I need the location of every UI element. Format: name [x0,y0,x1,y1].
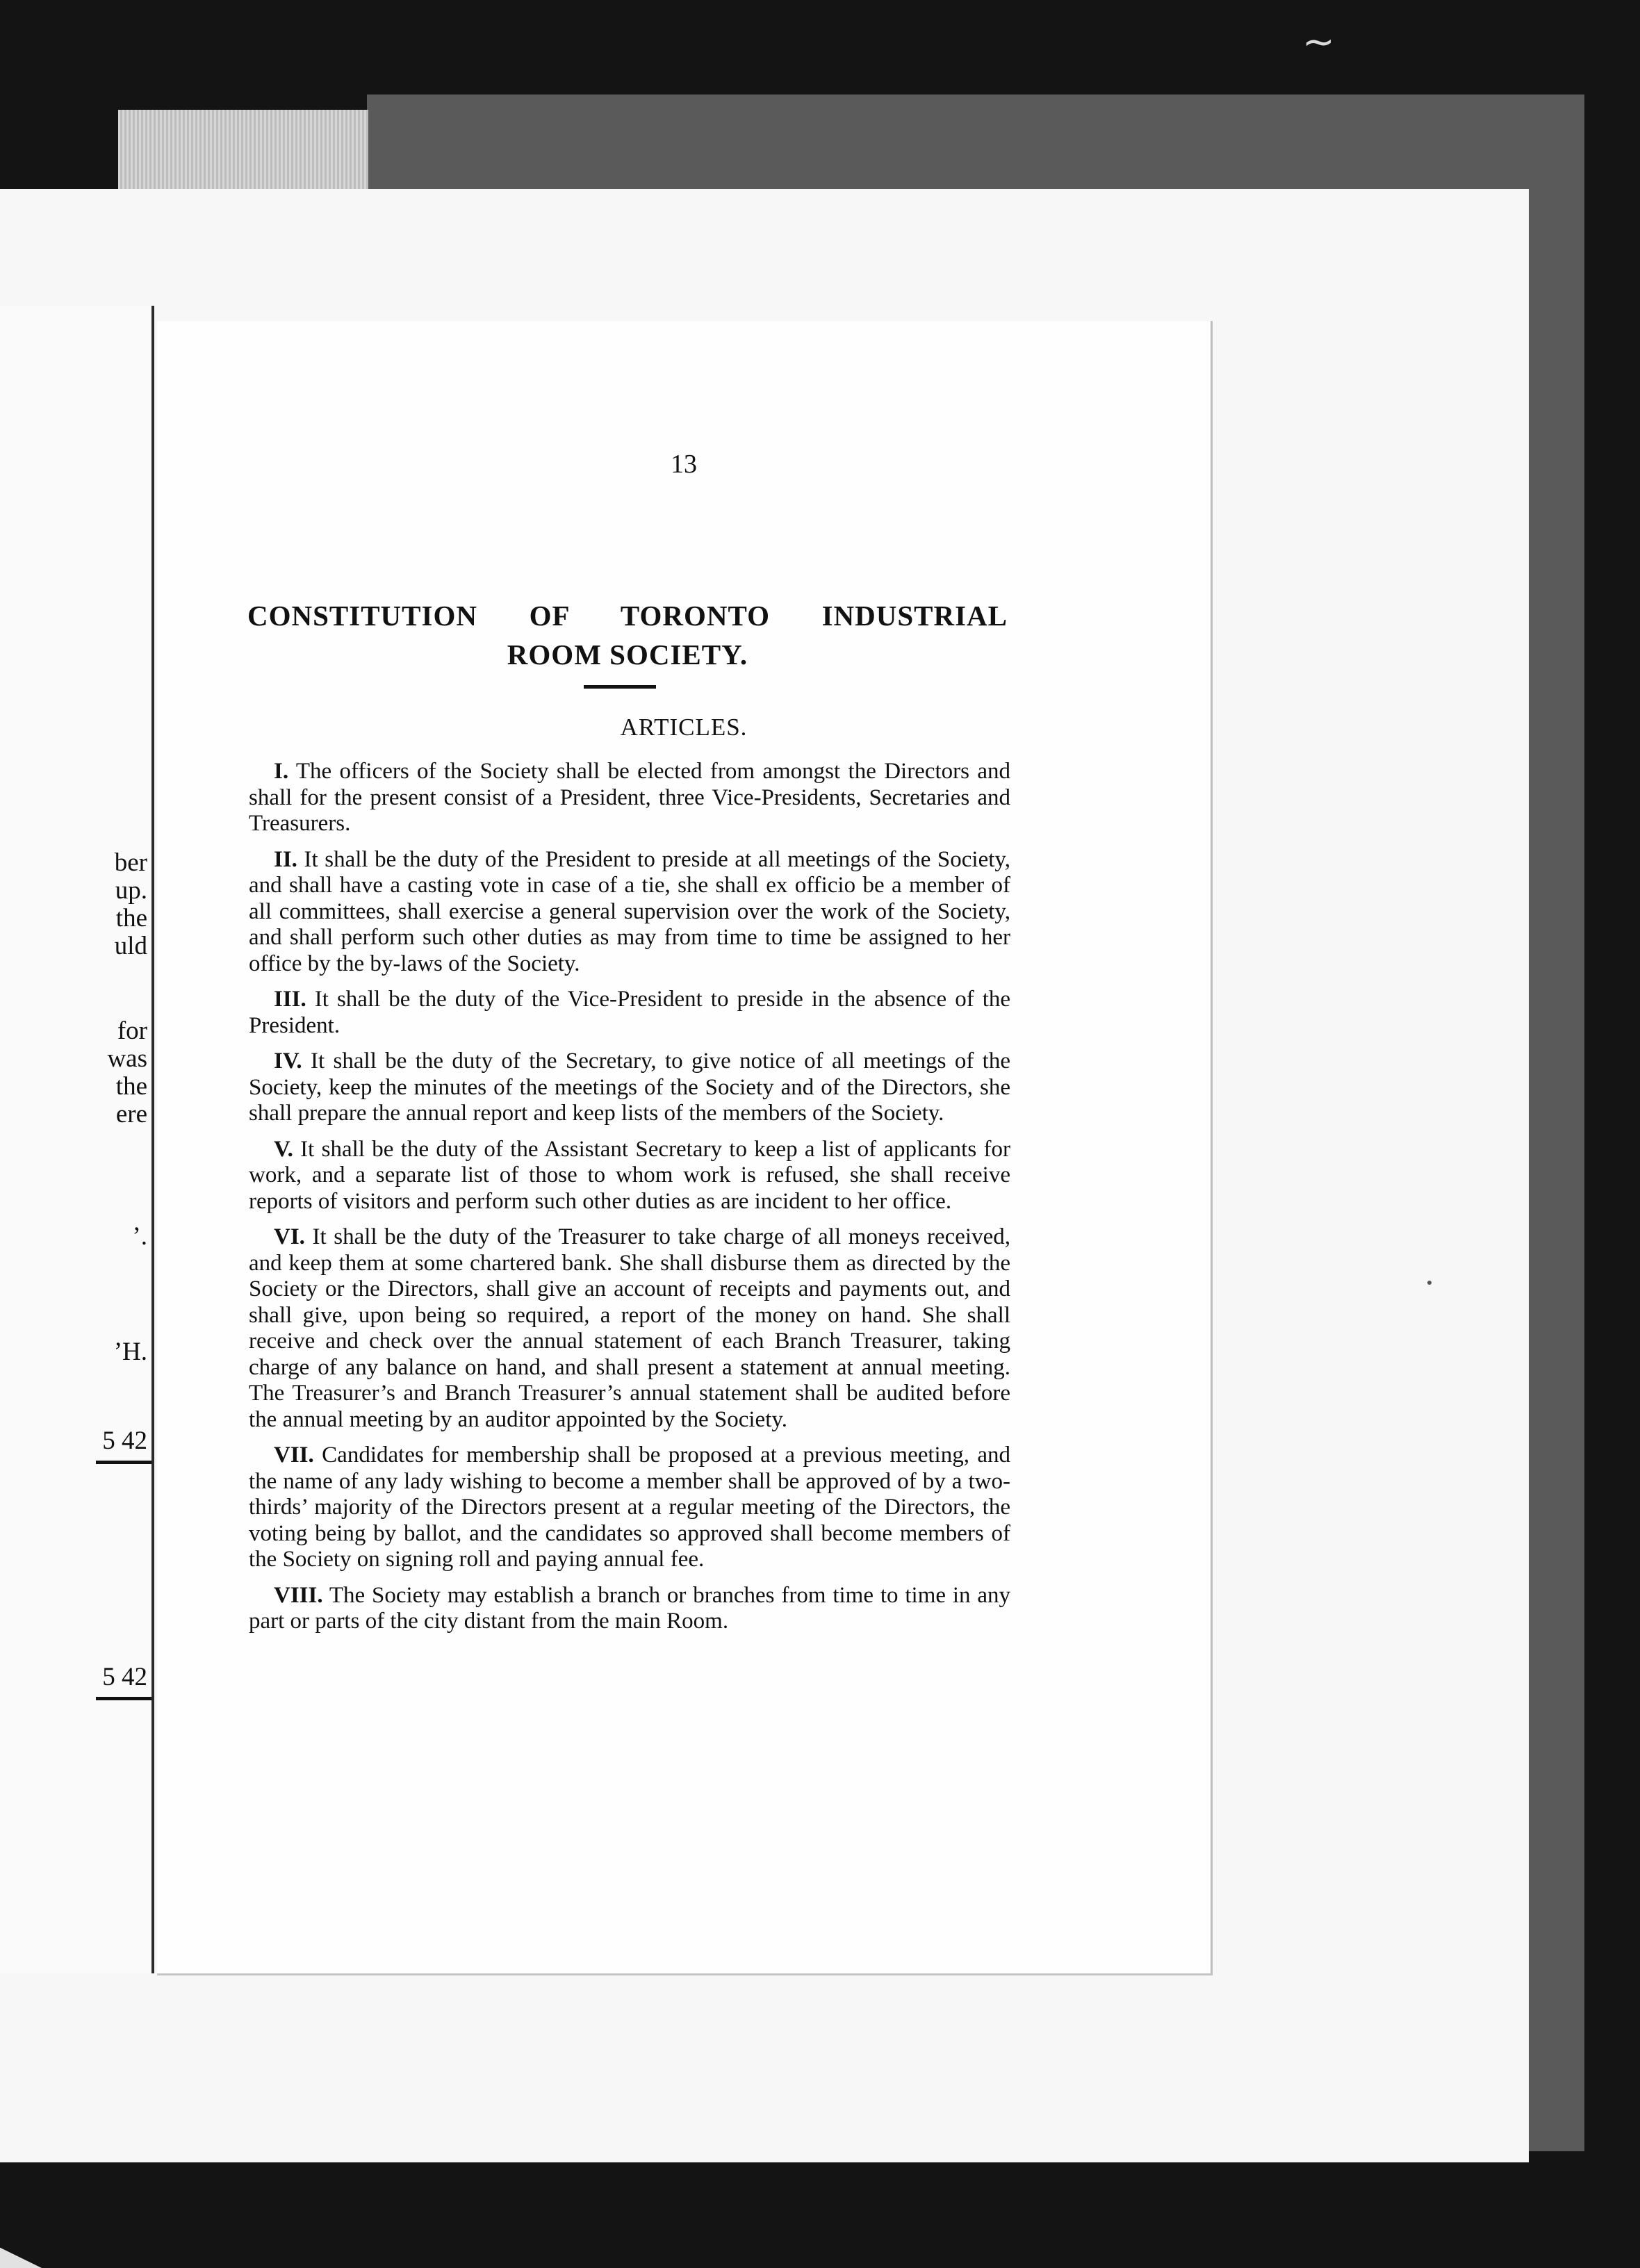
left-page-fragment: up. [115,876,147,905]
left-page-fragment: the [115,1072,147,1101]
left-page-rule [96,1461,151,1464]
left-page-fragment: for [117,1017,147,1045]
left-page-fragment: ’H. [113,1338,147,1366]
left-page-fragment: ’. [132,1222,147,1251]
title-word: TORONTO [620,600,770,632]
article-1 [249,759,1010,837]
article-text: It shall be the duty of the Treasurer to take charge of all moneys received, and keep them at some chartered bank. She shall disburse them as directed by the Society or the Directors, shall give an account of receipts and payments out, and shall give, upon being so required, a report of the money on hand. She shall receive and check over the annual statement of each Branch Treasurer, taking charge of any balance on hand, and shall present a statement at annual meeting. The Treasurer’s and Branch Treasurer’s annual statement shall be audited before the annual meeting by an auditor appointed by the Society. [249,1224,1010,1432]
article-3 [249,987,1010,1039]
article-text: Candidates for membership shall be proposed at a previous meeting, and the name of any lady wishing to become a member shall be approved of by a two-thirds’ majority of the Directors present at a regular meeting of the Directors, the voting being by ballot, and the candidates so approved shall become members of the Society on signing roll and paying annual fee. [249,1443,1011,1572]
scanner-mark: ~ [1302,19,1335,65]
article-text: It shall be the duty of the Secretary, to give notice of all meetings of the Society, keep the minutes of the meetings of the Society and of the Directors, she shall prepare the annual report and keep lists of the members of the Society. [249,1049,1010,1126]
left-page-fragment: ere [115,1100,147,1128]
article-number: III. [274,987,306,1012]
article-text: It shall be the duty of the Vice-President to preside in the absence of the President. [249,987,1011,1038]
scanner-corner-mark [0,2239,42,2268]
article-number: V. [274,1136,293,1162]
title-line-2: ROOM SOCIETY. [507,639,748,671]
articles-heading: ARTICLES. [620,714,748,741]
left-page-fragment: ber [114,848,147,877]
article-8 [249,1583,1010,1635]
binding-cloth [118,110,368,193]
article-number: VI. [274,1224,305,1249]
left-page-fragment: 5 42 [102,1663,147,1691]
article-text: The Society may establish a branch or branches from time to time in any part or parts of the city distant from the main Room. [249,1582,1010,1634]
left-page [0,306,154,1973]
page-number: 13 [671,450,697,479]
article-text: It shall be the duty of the President to preside at all meetings of the Society, and shall have a casting vote in case of a tie, she shall ex officio be a member of all committees, shall exercise a general supervision over the work of the Society, and shall perform such other duties as may from time to time be assigned to her office by the by-laws of the Society. [249,846,1011,976]
article-6 [249,1224,1010,1433]
left-page-fragment: 5 42 [102,1427,147,1455]
page-title [247,596,1008,674]
title-line-1 [247,596,1008,635]
article-number: VIII. [274,1582,323,1608]
title-word: INDUSTRIAL [821,600,1008,632]
article-number: II. [274,846,297,872]
title-word: CONSTITUTION [247,600,477,632]
title-word: OF [529,600,569,632]
article-7 [249,1443,1010,1573]
title-rule [584,685,656,689]
document-page [157,321,1213,1975]
left-page-fragment: uld [114,932,147,960]
article-5 [249,1137,1010,1215]
article-text: It shall be the duty of the Assistant Secretary to keep a list of applicants for work, and a separate list of those to whom work is refused, she shall receive reports of visitors and perform such other duties as are incident to her office. [249,1136,1010,1214]
article-text: The officers of the Society shall be elected from amongst the Directors and shall for the present consist of a President, three Vice-Presidents, Secretaries and Treasurers. [249,759,1011,836]
left-page-fragment: the [115,904,147,932]
article-4 [249,1049,1010,1127]
dust-speck [1427,1281,1432,1285]
articles-list [249,759,1010,1645]
article-2 [249,847,1010,978]
article-number: VII. [274,1443,314,1468]
article-number: I. [274,759,289,784]
left-page-rule [96,1697,151,1700]
left-page-fragment: was [107,1044,147,1073]
article-number: IV. [274,1049,302,1074]
